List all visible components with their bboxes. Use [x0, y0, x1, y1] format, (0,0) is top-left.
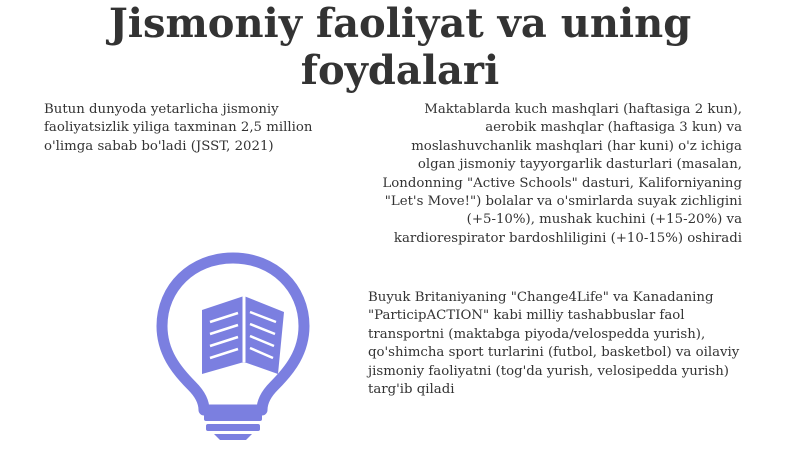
- lightbulb-book-icon: [154, 252, 312, 442]
- book-left-page: [202, 296, 244, 374]
- right-top-text-block: Maktablarda kuch mashqlari (haftasiga 2 kun), aerobik mashqlar (haftasiga 3 kun) va moslashuvchanlik mashqlari (har kuni) o'z ichiga olgan jismoniy tayyorgarlik dasturlari (masalan, Londonning "Active Schools" dasturi, Kaliforniyaning "Let's Move!") bolalar va o'smirlarda suyak zichligini (+5-10%), mushak kuchini (+15-20%) va kardiorespirator bardoshliligini (+10-15%) oshiradi: [382, 102, 742, 246]
- slide-title: Jismoniy faoliyat va uning foydalari: [108, 0, 692, 94]
- bulb-base-band-1: [204, 414, 262, 421]
- bulb-tip: [214, 434, 252, 440]
- right-bottom-text-block: Buyuk Britaniyaning "Change4Life" va Kanadaning "ParticipACTION" kabi milliy tashabbuslar faol transportni (maktabga piyoda/velospedda yurish), qo'shimcha sport turlarini (futbol, basketbol) va oilaviy jismoniy faoliyatni (tog'da yurish, velosipedda yurish) targ'ib qiladi: [368, 290, 740, 398]
- left-text-block: Butun dunyoda yetarlicha jismoniy faoliyatsizlik yiliga taxminan 2,5 million o'limga sabab bo'ladi (JSST, 2021): [44, 102, 313, 154]
- book-right-page: [244, 296, 284, 374]
- bulb-base-band-2: [206, 424, 260, 431]
